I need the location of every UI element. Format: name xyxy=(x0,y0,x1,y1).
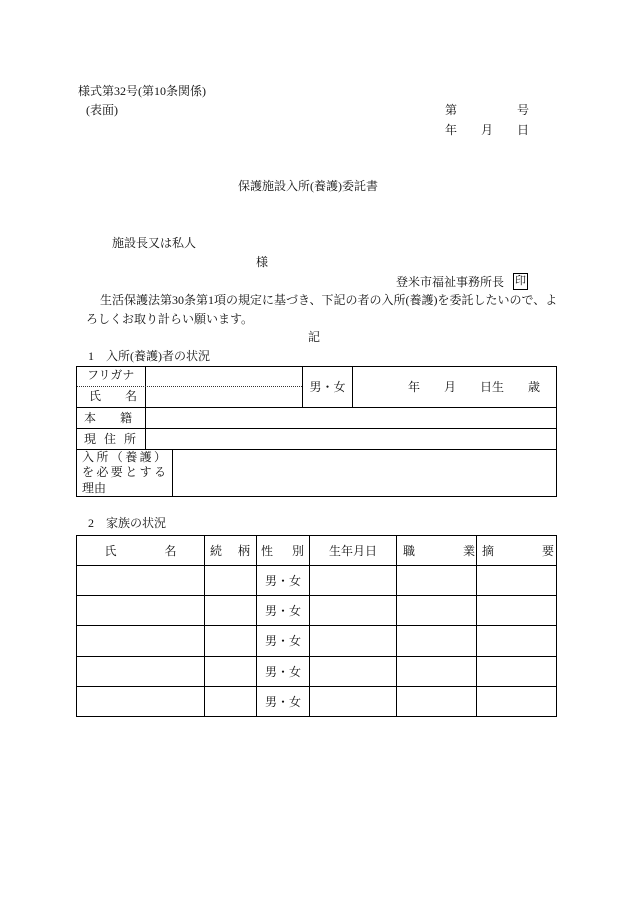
family-row-remarks-cell xyxy=(476,565,557,596)
family-header-sex-cell xyxy=(256,535,310,566)
family-row-birthdate-cell xyxy=(309,595,397,626)
family-row-name-cell xyxy=(76,625,205,657)
family-header-remarks-cell xyxy=(476,535,557,566)
document-title: 保護施設入所(養護)委託書 xyxy=(238,179,378,193)
sex-options: 男・女 xyxy=(309,380,346,394)
family-row-sex-cell xyxy=(256,565,310,596)
family-row-sex-cell xyxy=(256,595,310,626)
family-row-birthdate-cell xyxy=(309,625,397,657)
reason-label xyxy=(82,450,168,496)
address-label-cell xyxy=(76,428,146,450)
family-header-occupation: 職 業 xyxy=(403,543,476,558)
body-line-2: ろしくお取り計らい願います。 xyxy=(86,312,254,326)
family-row-sex-cell xyxy=(256,686,310,717)
family-header-relation-cell xyxy=(204,535,257,566)
address-value-cell xyxy=(145,428,557,450)
page-side-label: (表面) xyxy=(86,103,118,117)
family-header-remarks: 摘 要 xyxy=(482,543,555,558)
family-row-name-cell xyxy=(76,565,205,596)
birthdate-age-text: 年 月 日生 歳 xyxy=(408,380,541,394)
furigana-label: フリガナ xyxy=(87,368,135,382)
family-row-remarks-cell xyxy=(476,686,557,717)
family-header-name: 氏 名 xyxy=(104,543,177,558)
body-line-1: 生活保護法第30条第1項の規定に基づき、下記の者の入所(養護)を委託したいので、よ xyxy=(100,293,558,307)
document-number-line: 第 号 xyxy=(445,103,530,117)
sender-name: 登米市福祉事務所長 xyxy=(396,275,505,289)
addressee-line: 施設長又は私人 xyxy=(112,236,197,250)
family-row-sex-text: 男・女 xyxy=(264,573,301,588)
form-number: 様式第32号(第10条関係) xyxy=(78,84,206,98)
furigana-divider xyxy=(77,386,302,387)
family-row-occupation-cell xyxy=(396,565,477,596)
reason-value-cell xyxy=(172,449,557,497)
family-row-sex-text: 男・女 xyxy=(264,694,301,709)
honseki-label-cell xyxy=(76,407,146,429)
family-row-sex-text: 男・女 xyxy=(264,634,301,648)
name-value-cell xyxy=(145,366,303,408)
reason-label-line-2: を必要とする xyxy=(82,465,169,480)
section2-heading: 2 家族の状況 xyxy=(88,516,167,530)
seal-mark: 印 xyxy=(513,273,528,290)
sex-cell xyxy=(302,366,353,408)
family-header-sex: 性 別 xyxy=(261,543,308,558)
family-row-relation-cell xyxy=(204,625,257,657)
family-row-occupation-cell xyxy=(396,595,477,626)
reason-label-cell xyxy=(76,449,173,497)
honseki-value-cell xyxy=(145,407,557,429)
birthdate-age-cell xyxy=(352,366,557,408)
family-row-occupation-cell xyxy=(396,686,477,717)
family-row-relation-cell xyxy=(204,686,257,717)
reason-label-line-1: 入所（養護） xyxy=(82,450,169,464)
honseki-label: 本 籍 xyxy=(84,411,133,425)
addressee-honorific: 様 xyxy=(256,255,269,269)
family-row-sex-text: 男・女 xyxy=(264,603,301,618)
family-row-sex-cell xyxy=(256,625,310,657)
family-row-name-cell xyxy=(76,656,205,687)
family-row-relation-cell xyxy=(204,595,257,626)
reason-label-line-3: 理由 xyxy=(82,480,107,495)
family-row-remarks-cell xyxy=(476,625,557,657)
family-row-occupation-cell xyxy=(396,625,477,657)
family-row-sex-cell xyxy=(256,656,310,687)
family-row-birthdate-cell xyxy=(309,656,397,687)
address-label: 現 住 所 xyxy=(84,432,137,446)
family-header-birthdate-cell xyxy=(309,535,397,566)
family-row-relation-cell xyxy=(204,565,257,596)
family-header-birthdate: 生年月日 xyxy=(328,543,377,558)
family-row-remarks-cell xyxy=(476,595,557,626)
family-row-birthdate-cell xyxy=(309,565,397,596)
family-row-name-cell xyxy=(76,595,205,626)
name-label: 氏 名 xyxy=(89,389,138,403)
family-row-sex-text: 男・女 xyxy=(264,664,301,679)
family-row-name-cell xyxy=(76,686,205,717)
family-header-name-cell xyxy=(76,535,205,566)
name-label-cell xyxy=(76,366,146,408)
section1-heading: 1 入所(養護)者の状況 xyxy=(88,349,210,363)
family-row-birthdate-cell xyxy=(309,686,397,717)
family-row-occupation-cell xyxy=(396,656,477,687)
document-date-line: 年 月 日 xyxy=(445,123,530,137)
family-header-relation: 続 柄 xyxy=(210,543,253,558)
family-row-remarks-cell xyxy=(476,656,557,687)
family-row-relation-cell xyxy=(204,656,257,687)
family-header-occupation-cell xyxy=(396,535,477,566)
ki-mark: 記 xyxy=(308,330,321,344)
